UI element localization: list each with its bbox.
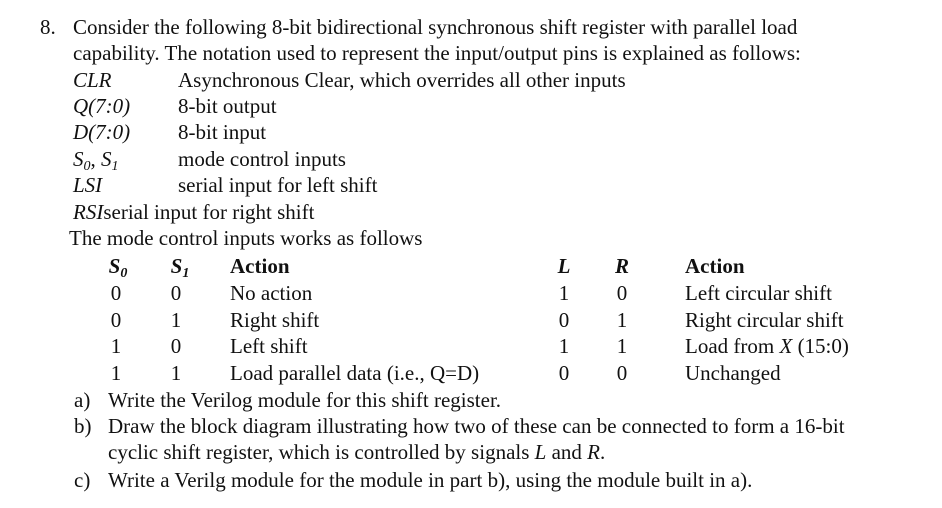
mode-row-action: No action	[230, 281, 313, 305]
lr-row-r: 0	[616, 361, 628, 385]
mode-row-s0: 0	[110, 281, 122, 305]
part-a-label: a)	[74, 388, 91, 412]
mode-header-action: Action	[230, 254, 290, 278]
lr-row-r: 1	[616, 334, 628, 358]
pin-desc-clr: Asynchronous Clear, which overrides all other inputs	[178, 68, 626, 92]
pin-desc-lsi: serial input for left shift	[178, 173, 378, 197]
part-a-text: Write the Verilog module for this shift register.	[108, 388, 502, 412]
mode-row-s1: 0	[170, 334, 182, 358]
pin-name-d: D(7:0)	[73, 120, 131, 144]
mode-header-s1: $S_1$	[170, 254, 190, 281]
pin-desc-d: 8-bit input	[178, 120, 267, 144]
part-c-label: c)	[74, 468, 91, 492]
intro-line-1: Consider the following 8-bit bidirectional synchronous shift register with parallel load	[73, 15, 798, 39]
pin-name-clr: CLR	[73, 68, 112, 92]
lr-row-l: 1	[558, 334, 570, 358]
mode-row-action: Load parallel data (i.e., Q=D)	[230, 361, 480, 385]
pin-name-s: $S_0$, $S_1$	[73, 147, 119, 174]
part-b-text-line1: Draw the block diagram illustrating how two of these can be connected to form a 16-bit	[108, 414, 845, 438]
lr-row-r: 1	[616, 308, 628, 332]
lr-row-l: 1	[558, 281, 570, 305]
mode-row-action: Right shift	[230, 308, 320, 332]
pin-rsi-line: RSIserial input for right shift	[73, 200, 315, 224]
pin-name-q: Q(7:0)	[73, 94, 131, 118]
mode-row-action: Left shift	[230, 334, 308, 358]
mode-row-s1: 1	[170, 308, 182, 332]
lr-row-l: 0	[558, 361, 570, 385]
mode-row-s0: 0	[110, 308, 122, 332]
mode-row-s1: 0	[170, 281, 182, 305]
part-b-text-line2: cyclic shift register, which is controlled by signals L and R.	[108, 440, 606, 464]
lr-header-r: R	[614, 254, 629, 278]
question-number: 8.	[40, 15, 56, 39]
lr-header-l: L	[557, 254, 571, 278]
lr-row-r: 0	[616, 281, 628, 305]
intro-line-2: capability. The notation used to represent the input/output pins is explained as follows:	[73, 41, 801, 65]
mode-row-s0: 1	[110, 334, 122, 358]
lr-row-action: Left circular shift	[685, 281, 832, 305]
mode-row-s1: 1	[170, 361, 182, 385]
mode-header-s0: $S_0$	[108, 254, 128, 281]
lr-row-action: Right circular shift	[685, 308, 844, 332]
part-c-text: Write a Verilg module for the module in part b), using the module built in a).	[108, 468, 753, 492]
mode-row-s0: 1	[110, 361, 122, 385]
mode-intro: The mode control inputs works as follows	[69, 226, 423, 250]
lr-row-action: Load from X (15:0)	[685, 334, 849, 358]
pin-desc-s: mode control inputs	[178, 147, 346, 171]
pin-desc-q: 8-bit output	[178, 94, 277, 118]
pin-name-lsi: LSI	[73, 173, 103, 197]
lr-row-l: 0	[558, 308, 570, 332]
lr-header-action: Action	[685, 254, 745, 278]
part-b-label: b)	[74, 414, 92, 438]
lr-row-action: Unchanged	[685, 361, 781, 385]
